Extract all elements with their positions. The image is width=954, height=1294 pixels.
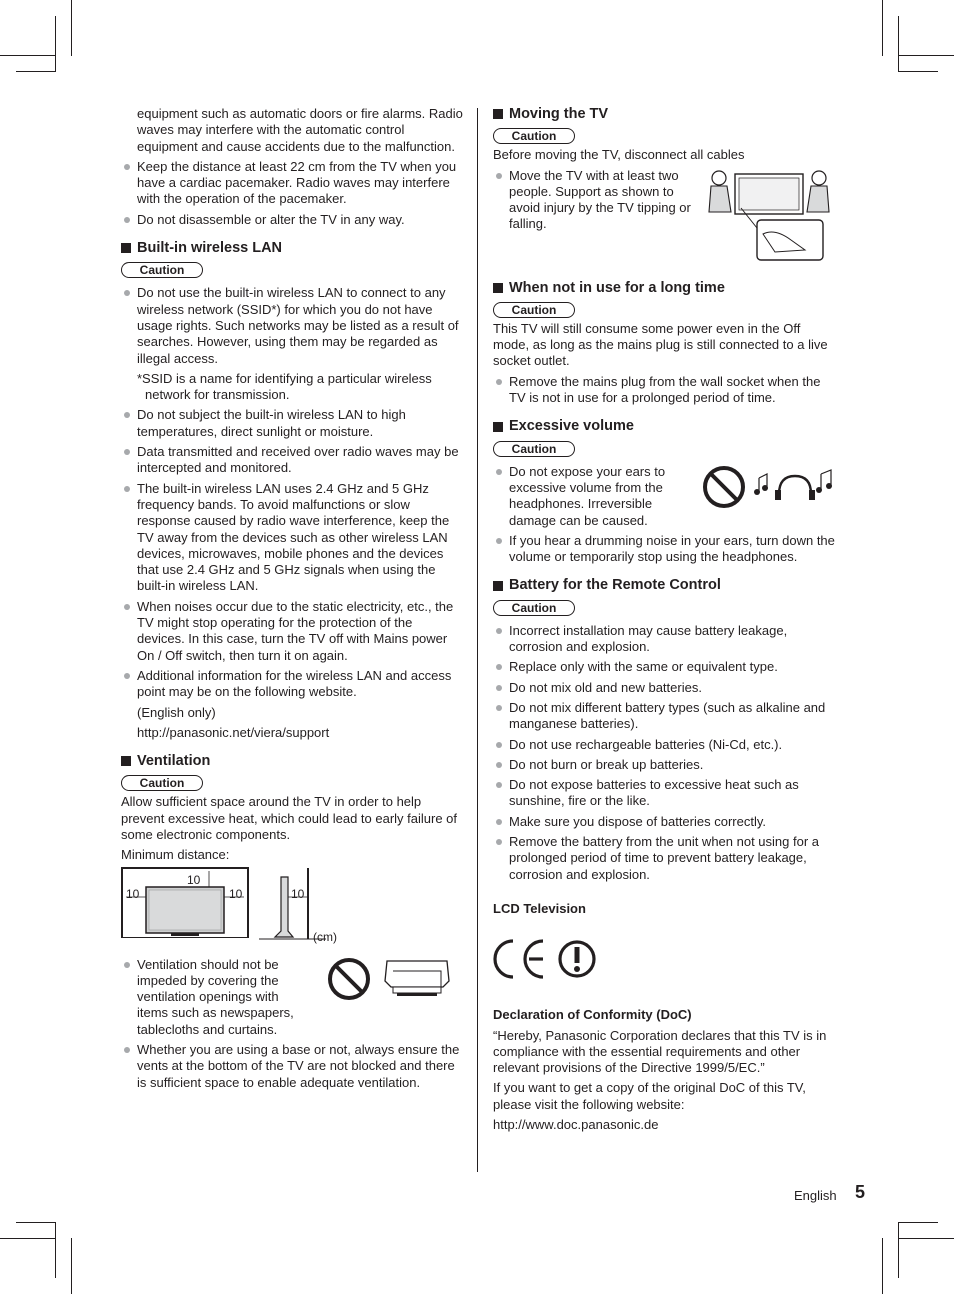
ssid-note: *SSID is a name for identifying a particular wireless network for transmission. [137,370,432,403]
square-bullet-icon [493,109,503,119]
min-distance-label: Minimum distance: [121,847,230,863]
section-heading-not-in-use: When not in use for a long time [493,280,835,296]
list-item: When noises occur due to the static electricity, etc., the TV might stop operating for the protection of the devices. In this case, turn the TV off with Mains power On / Off switch, then turn it on again. [121,599,463,664]
list-item: Do not mix old and new batteries. [493,680,835,696]
crop-mark [898,1238,954,1239]
crop-mark [0,1238,56,1239]
crop-mark [55,1222,56,1278]
section-heading-battery: Battery for the Remote Control [493,577,835,593]
list-item: Do not expose your ears to excessive volume from the headphones. Irreversible damage can be caused. [493,464,689,529]
square-bullet-icon [121,243,131,253]
right-column [493,106,835,1133]
not-in-use-text: This TV will still consume some power even in the Off mode, as long as the mains plug is still connected to a live socket outlet. [493,320,828,369]
list-item: Remove the battery from the unit when not using for a prolonged period of time to prevent battery leakage, corrosion and explosion. [493,834,835,883]
list-item: Do not expose batteries to excessive heat such as sunshine, fire or the like. [493,777,835,810]
section-heading-volume: Excessive volume [493,418,835,434]
caution-badge: Caution [121,262,203,278]
list-item: Do not disassemble or alter the TV in any way. [121,212,463,228]
crop-mark [898,55,954,56]
distance-right-label: 10 [229,886,243,901]
volume-item-block [493,464,835,529]
list-item: Whether you are using a base or not, always ensure the vents at the bottom of the TV are not blocked and there is sufficient space to enable adequate ventilation. [121,1042,463,1091]
ce-mark-icon [493,937,603,981]
crop-mark [0,55,56,56]
doc-url[interactable]: http://www.doc.panasonic.de [493,1116,659,1132]
list-item: Do not mix different battery types (such as alkaline and manganese batteries). [493,700,835,733]
list-item: If you hear a drumming noise in your ears, turn down the volume or temporarily stop using the headphones. [493,533,835,566]
list-item: The built-in wireless LAN uses 2.4 GHz and 5 GHz frequency bands. To avoid malfunctions or slow response caused by radio wave interference, keep the TV away from the devices such as other wireless LAN devices, microwaves, mobile phones and the devices that use 2.4 GHz and 5 GHz signals when using the built-in wireless LAN. [121,481,463,595]
doc-quote: “Hereby, Panasonic Corporation declares that this TV is in compliance with the essential requirements and other relevant provisions of the Directive 1999/5/EC.” [493,1027,827,1076]
crop-mark [898,71,938,72]
square-bullet-icon [493,581,503,591]
list-item: Do not use rechargeable batteries (Ni-Cd, etc.). [493,737,835,753]
caution-badge: Caution [493,441,575,457]
page-number: 5 [855,1182,866,1202]
two-people-moving-tv-icon [705,168,831,264]
list-item: Ventilation should not be impeded by covering the ventilation openings with items such as newspapers, tablecloths and curtains. [121,957,309,1038]
list-item: Do not use the built-in wireless LAN to connect to any wireless network (SSID*) for which you do not have usage rights. Such networks may be listed as a result of searches. However, using them may be regarded as illegal access. [121,285,463,366]
square-bullet-icon [121,756,131,766]
square-bullet-icon [493,283,503,293]
no-loud-headphones-icon [701,464,835,510]
lcd-title: LCD Television [493,900,586,916]
distance-top-label: 10 [187,872,201,887]
intro-continuation: equipment such as automatic doors or fire alarms. Radio waves may interfere with the automatic control equipment and cause accidents due to the malfunction. [137,106,463,154]
list-item: Make sure you dispose of batteries correctly. [493,814,835,830]
list-item: Remove the mains plug from the wall socket when the TV is not in use for a prolonged period of time. [493,374,835,407]
distance-left-label: 10 [126,886,140,901]
caution-badge: Caution [121,775,203,791]
crop-mark [71,0,72,56]
list-item: Do not burn or break up batteries. [493,757,835,773]
section-heading-ventilation: Ventilation [121,753,463,769]
ventilation-diagram [121,867,463,953]
crop-mark [16,1222,56,1223]
english-only-note: (English only) [137,704,216,720]
caution-badge: Caution [493,600,575,616]
crop-mark [898,16,899,72]
no-covering-icon [327,957,457,1007]
list-item: Replace only with the same or equivalent type. [493,659,835,675]
list-item: Data transmitted and received over radio waves may be intercepted and monitored. [121,444,463,477]
list-item: Keep the distance at least 22 cm from the TV when you have a cardiac pacemaker. Radio waves may interfere with the operation of the pacemaker. [121,159,463,208]
support-url[interactable]: http://panasonic.net/viera/support [137,724,330,740]
crop-mark [882,0,883,56]
crop-mark [16,71,56,72]
list-item: Incorrect installation may cause battery leakage, corrosion and explosion. [493,623,835,656]
footer-language: English [794,1188,837,1203]
section-heading-wlan: Built-in wireless LAN [121,240,463,256]
unit-label: (cm) [313,929,337,944]
caution-badge: Caution [493,128,575,144]
doc-text: If you want to get a copy of the original DoC of this TV, please visit the following website: [493,1080,806,1112]
ventilation-text: Allow sufficient space around the TV in order to help prevent excessive heat, which could lead to early failure of some electronic components. [121,794,458,842]
crop-mark [882,1238,883,1294]
list-item: Move the TV with at least two people. Support as shown to avoid injury by the TV tipping or falling. [493,168,694,233]
crop-mark [55,16,56,72]
moving-text: Before moving the TV, disconnect all cables [493,147,745,163]
distance-side-label: 10 [291,886,305,901]
column-divider [477,108,478,1172]
crop-mark [898,1222,938,1223]
list-item: Additional information for the wireless LAN and access point may be on the following website. [121,668,463,701]
crop-mark [71,1238,72,1294]
doc-title: Declaration of Conformity (DoC) [493,1007,692,1023]
moving-item-block [493,168,835,268]
section-heading-moving: Moving the TV [493,106,835,122]
square-bullet-icon [493,422,503,432]
ventilation-item-block [121,957,463,1038]
list-item: Do not subject the built-in wireless LAN to high temperatures, direct sunlight or moisture. [121,407,463,440]
crop-mark [898,1222,899,1278]
left-column [121,106,463,1091]
caution-badge: Caution [493,302,575,318]
